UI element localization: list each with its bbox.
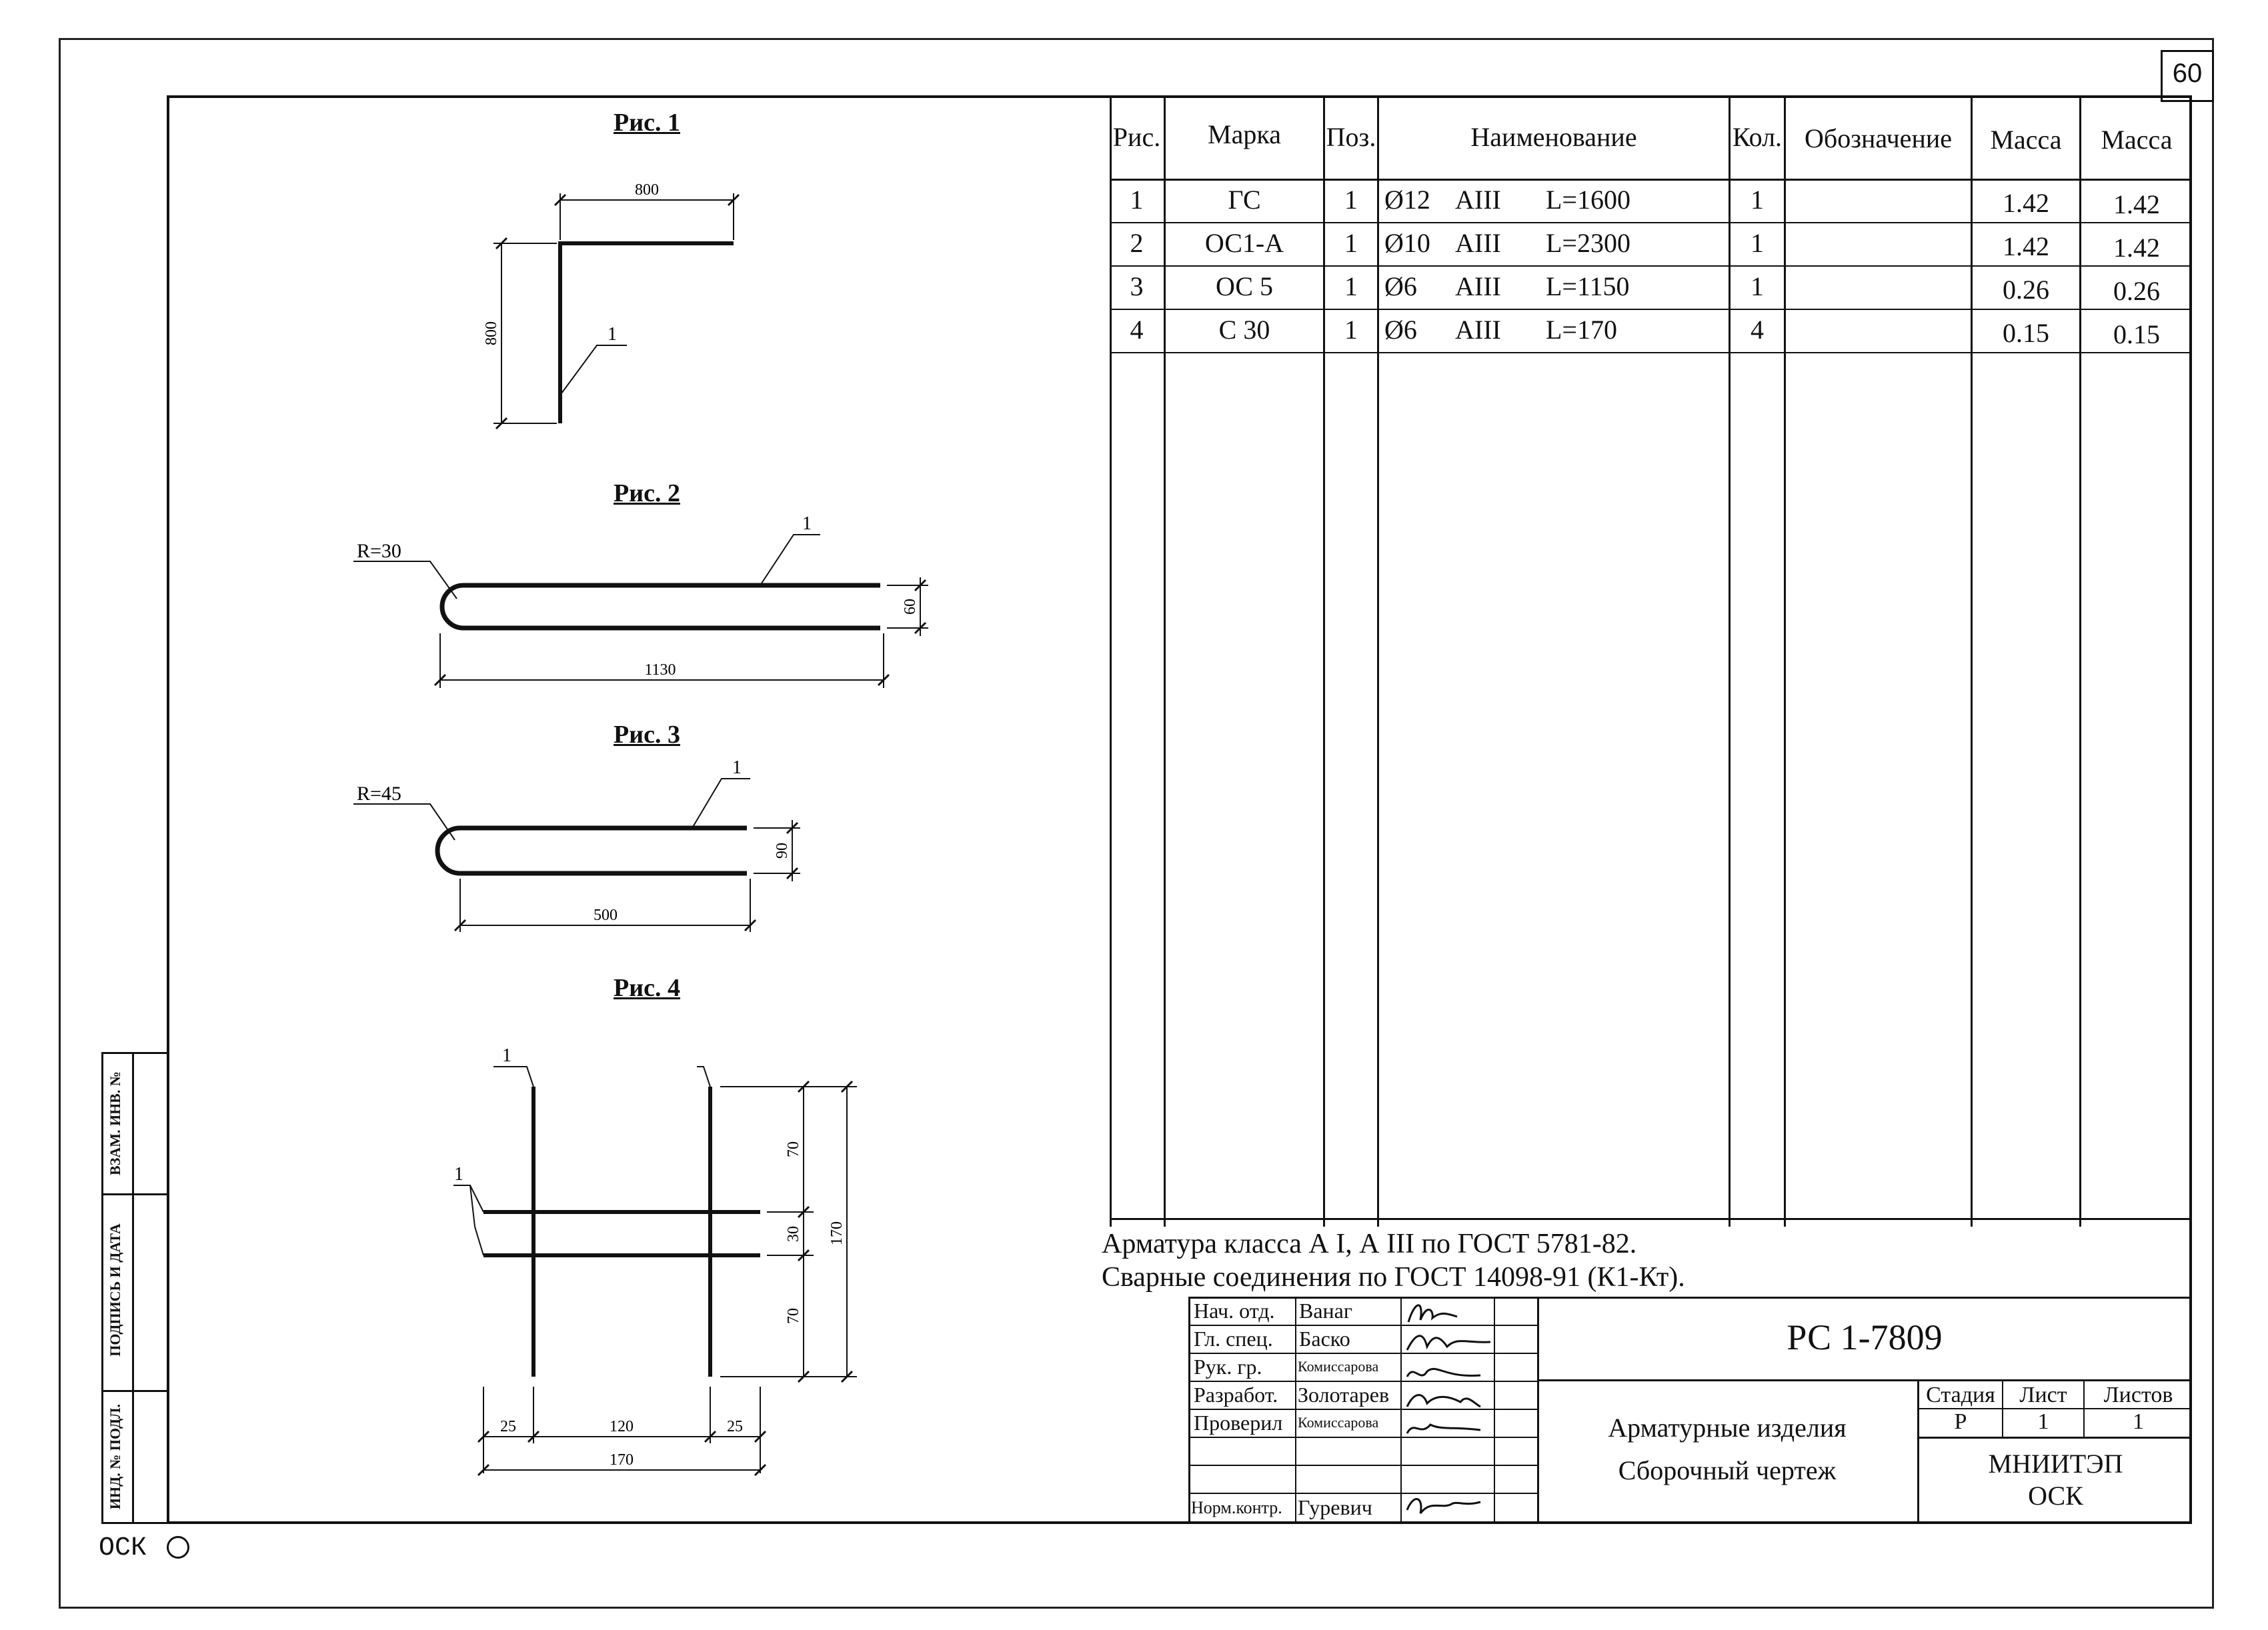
spec-cell-fig: 3 [1130,271,1144,301]
spec-header-fig: Рис. [1112,122,1161,152]
spec-cell-mark: ГС [1228,185,1261,215]
fig2-radius: R=30 [357,540,401,562]
fig1-title: Рис. 1 [614,109,680,137]
fig3-radius: R=45 [357,783,401,805]
side-stamp-vzam: ВЗАМ. ИНВ. № [107,1071,123,1175]
spec-header-mass1: Масса [1990,125,2062,155]
spec-row-divider [1110,352,2192,353]
signatory-name: Баско [1299,1327,1350,1351]
fig1-drawing [467,180,760,440]
fig2-dim-height: 60 [902,599,919,615]
spec-cell-length: L=1150 [1546,271,1630,301]
spec-row-divider [1110,265,2192,267]
sheet-label: Лист [2019,1383,2067,1407]
sheet-value: 1 [2037,1409,2049,1434]
spec-cell-class: АIII [1455,271,1501,301]
spec-cell-fig: 1 [1130,185,1144,215]
fig4-leader-top-label: 1 [502,1045,511,1066]
stage-value: Р [1954,1409,1967,1434]
spec-cell-mass1: 0.26 [2003,275,2049,305]
spec-cell-qty: 1 [1751,271,1764,301]
side-stamp-divider [132,1052,134,1524]
organization-line1: МНИИТЭП [1988,1449,2123,1479]
spec-cell-mass1: 1.42 [2003,231,2049,261]
spec-cell-class: АIII [1455,185,1501,215]
fig4-drawing [427,1027,880,1493]
fig4-dim-total-horizontal: 170 [610,1451,634,1469]
signatory-name: Золотарев [1298,1383,1390,1407]
title-block-row [1917,1437,2192,1439]
fig2-drawing [347,513,947,700]
spec-cell-fig: 2 [1130,228,1144,258]
spec-header-designation: Обозначение [1804,123,1953,153]
side-stamp-inv-podl: ИНД. № ПОДЛ. [107,1403,123,1510]
spec-cell-dia: Ø6 [1384,271,1417,301]
spec-cell-qty: 1 [1751,228,1764,258]
spec-cell-mark: С 30 [1218,315,1270,345]
signatory-role: Разработ. [1194,1383,1278,1407]
footer-mark-text: ОСК [99,1533,147,1563]
spec-header-mass2: Масса [2101,125,2173,155]
spec-cell-qty: 4 [1751,315,1764,345]
title-block-col [1295,1297,1296,1524]
fig1-dim-horizontal: 800 [635,181,659,199]
fig4-dim-v1: 70 [785,1141,802,1157]
organization-line2: ОСК [2028,1481,2083,1511]
spec-cell-mass1: 0.15 [2003,318,2049,348]
fig1-leader-label: 1 [608,324,617,345]
signatures-graphic [1400,1297,1537,1524]
spec-row-divider [1110,179,2192,181]
spec-cell-pos: 1 [1344,271,1358,301]
spec-header-name: Наименование [1470,122,1637,152]
spec-cell-mass2: 1.42 [2113,233,2160,263]
signatory-role: Гл. спец. [1194,1327,1273,1351]
spec-header-mark: Марка [1208,119,1281,149]
fig4-leader-left-label: 1 [454,1164,463,1185]
spec-cell-mass2: 1.42 [2113,189,2160,219]
spec-table-bottom [1110,1218,2192,1220]
fig2-dim-length: 1130 [644,661,676,679]
fig3-dim-height: 90 [774,843,791,859]
spec-cell-dia: Ø6 [1384,315,1417,345]
sheet-number: 60 [2172,59,2203,88]
document-code: РС 1-7809 [1787,1317,1943,1357]
footer-mark [99,1533,189,1563]
signatory-name: Гуревич [1298,1495,1372,1519]
spec-cell-length: L=1600 [1546,185,1630,215]
spec-cell-pos: 1 [1344,228,1358,258]
document-name-line2: Сборочный чертеж [1618,1455,1837,1485]
spec-cell-pos: 1 [1344,315,1358,345]
spec-cell-class: АIII [1455,228,1501,258]
spec-cell-dia: Ø10 [1384,228,1430,258]
signatory-name: Комиссарова [1298,1358,1379,1375]
spec-cell-mark: ОС 5 [1215,271,1274,301]
spec-cell-pos: 1 [1344,185,1358,215]
fig4-dim-h1: 25 [500,1418,516,1435]
signatory-role: Нач. отд. [1194,1299,1275,1323]
spec-cell-mass2: 0.15 [2113,319,2160,349]
spec-cell-mass1: 1.42 [2003,188,2049,218]
spec-cell-dia: Ø12 [1384,185,1430,215]
spec-cell-fig: 4 [1130,315,1144,345]
fig2-title: Рис. 2 [614,479,680,507]
footer-logo-icon [167,1536,189,1559]
fig1-dim-vertical: 800 [483,321,500,345]
fig4-dim-h3: 25 [727,1418,743,1435]
spec-header-qty: Кол. [1732,122,1783,152]
spec-row-divider [1110,222,2192,223]
signatory-name: Ванаг [1299,1299,1352,1323]
fig4-dim-h2: 120 [610,1418,634,1435]
note-steel-class: Арматура класса А I, А III по ГОСТ 5781-82. [1102,1229,1637,1259]
spec-cell-mass2: 0.26 [2113,276,2160,306]
sheets-value: 1 [2133,1409,2144,1434]
fig3-dim-length: 500 [594,907,618,924]
spec-cell-class: АIII [1455,315,1501,345]
fig4-dim-v3: 70 [785,1308,802,1324]
sheets-label: Листов [2103,1383,2173,1407]
signatory-role: Проверил [1194,1411,1283,1435]
fig4-dim-v2: 30 [785,1226,802,1242]
spec-cell-mark: ОС1-А [1204,228,1284,258]
spec-cell-length: L=170 [1546,315,1617,345]
signatory-role: Рук. гр. [1194,1355,1262,1379]
signatory-name: Комиссарова [1298,1414,1379,1431]
spec-header-pos: Поз. [1326,122,1376,152]
spec-row-divider [1110,309,2192,310]
stage-label: Стадия [1926,1383,1995,1407]
spec-cell-qty: 1 [1751,185,1764,215]
signatory-role: Норм.контр. [1191,1498,1282,1517]
note-welding: Сварные соединения по ГОСТ 14098-91 (К1-Кт). [1102,1262,1685,1293]
title-block-left [1188,1297,1190,1524]
spec-cell-length: L=2300 [1546,228,1630,258]
title-block-row [1537,1379,2192,1381]
fig2-leader-label: 1 [802,513,812,534]
fig3-leader-label: 1 [732,757,742,778]
document-name-line1: Арматурные изделия [1608,1413,1847,1443]
side-stamp-podpis: ПОДПИСЬ И ДАТА [107,1223,123,1357]
fig3-title: Рис. 3 [614,721,680,749]
fig4-title: Рис. 4 [614,974,680,1002]
fig3-drawing [347,747,814,933]
fig4-dim-total-vertical: 170 [828,1221,846,1245]
